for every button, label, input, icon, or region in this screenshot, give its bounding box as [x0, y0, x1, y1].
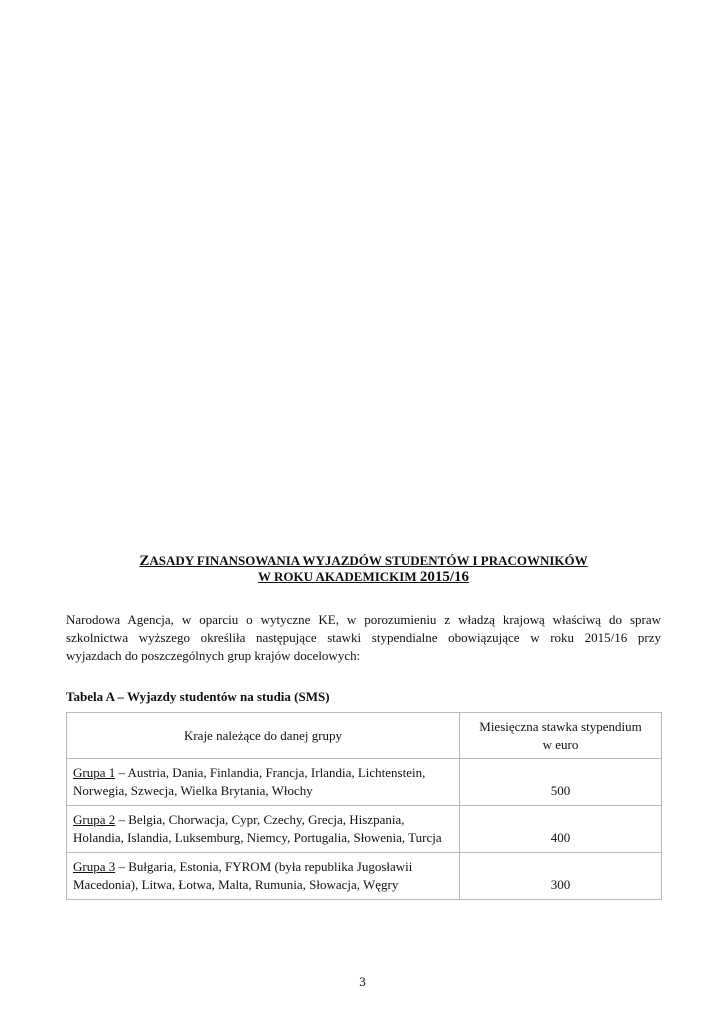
header-rate-line1: Miesięczna stawka stypendium: [479, 718, 642, 734]
intro-line: wyjazdach do poszczególnych grup krajów docelowych:: [66, 648, 361, 663]
intro-line: szkolnictwa wyższego określiła następujące stawki stypendialne obowiązujące w roku 2015/16 przy: [66, 630, 661, 645]
countries-line1: [73, 764, 453, 782]
header-rate: [460, 713, 662, 759]
countries-line2: Holandia, Islandia, Luksemburg, Niemcy, Portugalia, Słowenia, Turcja: [73, 830, 442, 845]
intro-paragraph: [66, 611, 661, 665]
table-header-row: [67, 713, 662, 759]
countries-text: – Austria, Dania, Finlandia, Francja, Irlandia, Lichtenstein,: [115, 765, 426, 780]
table-caption: Tabela A – Wyjazdy studentów na studia (SMS): [66, 689, 330, 704]
header-countries: Kraje należące do danej grupy: [67, 713, 460, 759]
countries-cell: [67, 806, 460, 853]
document-title-line2: [66, 569, 661, 585]
table-row: [67, 853, 662, 900]
group-label: Grupa 1: [73, 765, 116, 780]
intro-line: Narodowa Agencja, w oparciu o wytyczne KE, w porozumieniu z władzą krajową właściwą do spraw: [66, 612, 661, 627]
page-number: 3: [359, 974, 366, 989]
countries-line2: Macedonia), Litwa, Łotwa, Malta, Rumunia, Słowacja, Węgry: [73, 877, 399, 892]
countries-cell: [67, 853, 460, 900]
countries-line1: [73, 811, 453, 829]
header-rate-line2: w euro: [542, 736, 579, 752]
title-rest: ASADY FINANSOWANIA WYJAZDÓW STUDENTÓW I PRACOWNIKÓW: [149, 553, 588, 568]
rate-cell: 400: [460, 806, 662, 853]
title-year: 2015/16: [419, 569, 470, 585]
group-label: Grupa 3: [73, 859, 116, 874]
countries-line1: [73, 858, 453, 876]
document-title-line1: [66, 553, 661, 569]
title-initial: Z: [139, 553, 150, 569]
group-label: Grupa 2: [73, 812, 116, 827]
rate-cell: 500: [460, 759, 662, 806]
rate-cell: 300: [460, 853, 662, 900]
table-row: [67, 806, 662, 853]
table-row: [67, 759, 662, 806]
countries-line2: Norwegia, Szwecja, Wielka Brytania, Włochy: [73, 783, 313, 798]
stipend-rates-table: [66, 712, 662, 900]
countries-text: – Bułgaria, Estonia, FYROM (była republika Jugosławii: [115, 859, 413, 874]
countries-text: – Belgia, Chorwacja, Cypr, Czechy, Grecja, Hiszpania,: [115, 812, 405, 827]
countries-cell: [67, 759, 460, 806]
title-line2-text: W ROKU AKADEMICKIM: [257, 569, 420, 584]
